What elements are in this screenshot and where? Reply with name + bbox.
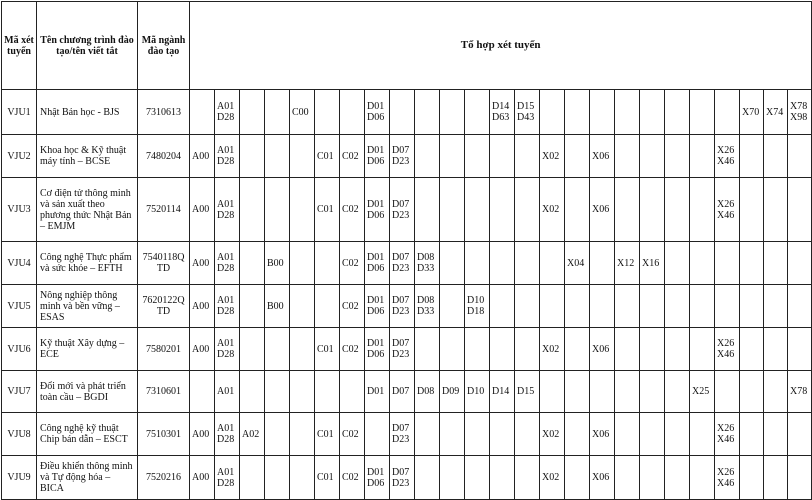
combination-cell: [315, 90, 340, 135]
table-row: [2, 285, 812, 328]
combination-cell: D09: [440, 371, 465, 413]
combination-cell: [640, 285, 665, 328]
program-name-cell: Đổi mới và phát triển toàn cầu – BGDI: [37, 371, 138, 413]
combination-cell: [665, 285, 690, 328]
combination-cell: D10: [465, 371, 490, 413]
combination-cell: D07 D23: [390, 135, 415, 178]
combination-cell: D07 D23: [390, 285, 415, 328]
combination-cell: [540, 242, 565, 285]
program-name-cell: Kỹ thuật Xây dựng – ECE: [37, 328, 138, 371]
combination-cell: [440, 285, 465, 328]
combination-cell: [788, 285, 812, 328]
combination-cell: [764, 285, 788, 328]
combination-cell: [315, 285, 340, 328]
combination-cell: [640, 90, 665, 135]
combination-cell: [565, 371, 590, 413]
combination-cell: [490, 178, 515, 242]
combination-cell: [615, 371, 640, 413]
program-name-cell: Cơ điện tử thông minh và sản xuất theo phương thức Nhật Bản – EMJM: [37, 178, 138, 242]
program-code-cell: VJU5: [2, 285, 37, 328]
combination-cell: D07 D23: [390, 413, 415, 456]
combination-cell: [665, 413, 690, 456]
combination-cell: [490, 456, 515, 500]
combination-cell: [690, 285, 715, 328]
combination-cell: [340, 371, 365, 413]
combination-cell: X02: [540, 135, 565, 178]
combination-cell: A01: [215, 371, 240, 413]
combination-cell: [240, 328, 265, 371]
combination-cell: X02: [540, 413, 565, 456]
table-row: [2, 371, 812, 413]
combination-cell: X74: [764, 90, 788, 135]
combination-cell: A01 D28: [215, 135, 240, 178]
program-code-cell: VJU2: [2, 135, 37, 178]
combination-cell: [265, 328, 290, 371]
combination-cell: [640, 371, 665, 413]
combination-cell: [440, 328, 465, 371]
combination-cell: [440, 178, 465, 242]
combination-cell: [290, 135, 315, 178]
combination-cell: [490, 413, 515, 456]
table-row: [2, 413, 812, 456]
combination-cell: D14: [490, 371, 515, 413]
combination-cell: [190, 371, 215, 413]
combination-cell: X06: [590, 178, 615, 242]
combination-cell: [290, 178, 315, 242]
combination-cell: A01 D28: [215, 242, 240, 285]
combination-cell: D01 D06: [365, 328, 390, 371]
combination-cell: [740, 242, 764, 285]
combination-cell: [290, 328, 315, 371]
combination-cell: D15: [515, 371, 540, 413]
combination-cell: [740, 328, 764, 371]
combination-cell: [788, 135, 812, 178]
combination-cell: [440, 456, 465, 500]
combination-cell: X06: [590, 328, 615, 371]
combination-cell: [315, 371, 340, 413]
combination-cell: [715, 371, 740, 413]
combination-cell: [715, 285, 740, 328]
program-name-cell: Điều khiển thông minh và Tự động hóa – BICA: [37, 456, 138, 500]
combination-cell: [565, 90, 590, 135]
combination-cell: [690, 135, 715, 178]
combination-cell: [665, 328, 690, 371]
combination-cell: [240, 135, 265, 178]
combination-cell: [465, 135, 490, 178]
combination-cell: X02: [540, 328, 565, 371]
combination-cell: [788, 178, 812, 242]
combination-cell: [190, 90, 215, 135]
combination-cell: [540, 90, 565, 135]
combination-cell: [740, 178, 764, 242]
combination-cell: D01 D06: [365, 242, 390, 285]
combination-cell: [240, 242, 265, 285]
major-code-cell: 7510301: [138, 413, 190, 456]
combination-cell: [615, 135, 640, 178]
combination-cell: A00: [190, 456, 215, 500]
combination-cell: [415, 90, 440, 135]
combination-cell: D01 D06: [365, 178, 390, 242]
table-row: [2, 90, 812, 135]
combination-cell: [240, 456, 265, 500]
combination-cell: [615, 178, 640, 242]
combination-cell: A00: [190, 285, 215, 328]
combination-cell: [290, 285, 315, 328]
combination-cell: [690, 178, 715, 242]
combination-cell: D07 D23: [390, 456, 415, 500]
combination-cell: [565, 456, 590, 500]
table-row: [2, 135, 812, 178]
program-name-cell: Công nghệ Thực phẩm và sức khỏe – EFTH: [37, 242, 138, 285]
combination-cell: [415, 178, 440, 242]
combination-cell: [240, 371, 265, 413]
combination-cell: C01: [315, 135, 340, 178]
combination-cell: [365, 413, 390, 456]
program-code-cell: VJU8: [2, 413, 37, 456]
combination-cell: C02: [340, 242, 365, 285]
combination-cell: [540, 285, 565, 328]
combination-cell: [465, 328, 490, 371]
program-name-cell: Nhật Bản học - BJS: [37, 90, 138, 135]
combination-cell: [515, 285, 540, 328]
combination-cell: [764, 242, 788, 285]
program-code-cell: VJU3: [2, 178, 37, 242]
combination-cell: C02: [340, 285, 365, 328]
combination-cell: D07: [390, 371, 415, 413]
combination-cell: [640, 413, 665, 456]
combination-cell: [640, 328, 665, 371]
combination-cell: X16: [640, 242, 665, 285]
combination-cell: [590, 285, 615, 328]
combination-cell: A01 D28: [215, 285, 240, 328]
combination-cell: [764, 135, 788, 178]
combination-cell: [265, 413, 290, 456]
combination-cell: [465, 413, 490, 456]
combination-cell: X25: [690, 371, 715, 413]
combination-cell: [390, 90, 415, 135]
combination-cell: [715, 242, 740, 285]
table-row: [2, 328, 812, 371]
combination-cell: [640, 135, 665, 178]
combination-cell: [788, 328, 812, 371]
combination-cell: B00: [265, 242, 290, 285]
table-body: [2, 90, 812, 500]
combination-cell: [490, 135, 515, 178]
major-code-cell: 7310613: [138, 90, 190, 135]
combination-cell: [740, 135, 764, 178]
combination-cell: [764, 413, 788, 456]
combination-cell: [590, 242, 615, 285]
header-ma-xet-tuyen: Mã xét tuyển: [2, 2, 37, 90]
combination-cell: X06: [590, 135, 615, 178]
combination-cell: A00: [190, 328, 215, 371]
combination-cell: X26 X46: [715, 328, 740, 371]
combination-cell: X02: [540, 456, 565, 500]
combination-cell: [640, 456, 665, 500]
combination-cell: C01: [315, 413, 340, 456]
combination-cell: [565, 413, 590, 456]
combination-cell: [764, 178, 788, 242]
combination-cell: [515, 413, 540, 456]
combination-cell: X12: [615, 242, 640, 285]
program-code-cell: VJU1: [2, 90, 37, 135]
combination-cell: [740, 371, 764, 413]
combination-cell: C00: [290, 90, 315, 135]
combination-cell: D01 D06: [365, 285, 390, 328]
combination-cell: [415, 413, 440, 456]
combination-cell: C01: [315, 178, 340, 242]
combination-cell: D08: [415, 371, 440, 413]
combination-cell: X06: [590, 413, 615, 456]
combination-cell: [265, 178, 290, 242]
combination-cell: [764, 456, 788, 500]
combination-cell: [415, 328, 440, 371]
combination-cell: [690, 242, 715, 285]
combination-cell: C01: [315, 328, 340, 371]
combination-cell: X70: [740, 90, 764, 135]
combination-cell: [440, 90, 465, 135]
combination-cell: [240, 285, 265, 328]
combination-cell: A01 D28: [215, 413, 240, 456]
combination-cell: A00: [190, 413, 215, 456]
program-name-cell: Nông nghiệp thông minh và bền vững – ESAS: [37, 285, 138, 328]
combination-cell: [240, 90, 265, 135]
combination-cell: [290, 456, 315, 500]
major-code-cell: 7580201: [138, 328, 190, 371]
combination-cell: [415, 135, 440, 178]
combination-cell: A01 D28: [215, 456, 240, 500]
combination-cell: [615, 413, 640, 456]
combination-cell: [565, 178, 590, 242]
combination-cell: [590, 90, 615, 135]
combination-cell: D01 D06: [365, 135, 390, 178]
combination-cell: [665, 135, 690, 178]
combination-cell: D08 D33: [415, 242, 440, 285]
combination-cell: A00: [190, 135, 215, 178]
major-code-cell: 7620122Q TD: [138, 285, 190, 328]
combination-cell: [690, 328, 715, 371]
combination-cell: [265, 371, 290, 413]
combination-cell: A02: [240, 413, 265, 456]
combination-cell: A01 D28: [215, 90, 240, 135]
combination-cell: [515, 135, 540, 178]
combination-cell: [640, 178, 665, 242]
combination-cell: D01 D06: [365, 90, 390, 135]
combination-cell: [665, 371, 690, 413]
combination-cell: A01 D28: [215, 178, 240, 242]
combination-cell: D07 D23: [390, 328, 415, 371]
combination-cell: X06: [590, 456, 615, 500]
program-code-cell: VJU4: [2, 242, 37, 285]
combination-cell: D08 D33: [415, 285, 440, 328]
table-row: [2, 242, 812, 285]
combination-cell: [565, 285, 590, 328]
admission-table: [1, 1, 812, 500]
combination-cell: X02: [540, 178, 565, 242]
combination-cell: D14 D63: [490, 90, 515, 135]
combination-cell: A00: [190, 178, 215, 242]
combination-cell: [290, 413, 315, 456]
combination-cell: [265, 90, 290, 135]
major-code-cell: 7520216: [138, 456, 190, 500]
combination-cell: [565, 328, 590, 371]
combination-cell: X78: [788, 371, 812, 413]
combination-cell: [290, 242, 315, 285]
combination-cell: [340, 90, 365, 135]
combination-cell: [465, 178, 490, 242]
combination-cell: [788, 456, 812, 500]
program-code-cell: VJU6: [2, 328, 37, 371]
combination-cell: [565, 135, 590, 178]
combination-cell: [665, 456, 690, 500]
combination-cell: [490, 242, 515, 285]
combination-cell: [615, 456, 640, 500]
combination-cell: [440, 413, 465, 456]
combination-cell: D01 D06: [365, 456, 390, 500]
program-name-cell: Khoa học & Kỹ thuật máy tính – BCSE: [37, 135, 138, 178]
header-ten-chuong-trinh: Tên chương trình đào tạo/tên viết tắt: [37, 2, 138, 90]
combination-cell: [715, 90, 740, 135]
combination-cell: [465, 90, 490, 135]
combination-cell: [315, 242, 340, 285]
combination-cell: B00: [265, 285, 290, 328]
combination-cell: [440, 242, 465, 285]
combination-cell: X78 X98: [788, 90, 812, 135]
combination-cell: C02: [340, 328, 365, 371]
combination-cell: [490, 328, 515, 371]
combination-cell: [540, 371, 565, 413]
combination-cell: [265, 135, 290, 178]
combination-cell: [788, 413, 812, 456]
combination-cell: [590, 371, 615, 413]
combination-cell: C01: [315, 456, 340, 500]
combination-cell: [740, 285, 764, 328]
program-code-cell: VJU7: [2, 371, 37, 413]
combination-cell: [615, 285, 640, 328]
major-code-cell: 7540118Q TD: [138, 242, 190, 285]
combination-cell: [515, 328, 540, 371]
combination-cell: [465, 242, 490, 285]
combination-cell: [764, 328, 788, 371]
major-code-cell: 7520114: [138, 178, 190, 242]
combination-cell: C02: [340, 413, 365, 456]
header-to-hop: Tổ hợp xét tuyển: [190, 2, 812, 90]
combination-cell: [490, 285, 515, 328]
combination-cell: [764, 371, 788, 413]
combination-cell: [740, 456, 764, 500]
combination-cell: [265, 456, 290, 500]
combination-cell: [690, 90, 715, 135]
combination-cell: [615, 328, 640, 371]
combination-cell: D10 D18: [465, 285, 490, 328]
combination-cell: A00: [190, 242, 215, 285]
combination-cell: [740, 413, 764, 456]
combination-cell: X26 X46: [715, 178, 740, 242]
combination-cell: [690, 413, 715, 456]
combination-cell: [788, 242, 812, 285]
header-ma-nganh: Mã ngành đào tạo: [138, 2, 190, 90]
combination-cell: [665, 178, 690, 242]
header-row: [2, 2, 812, 90]
combination-cell: [440, 135, 465, 178]
combination-cell: [515, 242, 540, 285]
major-code-cell: 7480204: [138, 135, 190, 178]
combination-cell: X26 X46: [715, 413, 740, 456]
combination-cell: D07 D23: [390, 242, 415, 285]
combination-cell: [665, 90, 690, 135]
program-code-cell: VJU9: [2, 456, 37, 500]
combination-cell: X26 X46: [715, 456, 740, 500]
table-row: [2, 178, 812, 242]
program-name-cell: Công nghệ kỹ thuật Chip bán dẫn – ESCT: [37, 413, 138, 456]
combination-cell: X04: [565, 242, 590, 285]
combination-cell: C02: [340, 178, 365, 242]
table-row: [2, 456, 812, 500]
combination-cell: [665, 242, 690, 285]
combination-cell: D01: [365, 371, 390, 413]
combination-cell: D15 D43: [515, 90, 540, 135]
combination-cell: [465, 456, 490, 500]
combination-cell: X26 X46: [715, 135, 740, 178]
combination-cell: [415, 456, 440, 500]
combination-cell: [290, 371, 315, 413]
combination-cell: [690, 456, 715, 500]
combination-cell: [515, 178, 540, 242]
combination-cell: C02: [340, 135, 365, 178]
major-code-cell: 7310601: [138, 371, 190, 413]
combination-cell: [515, 456, 540, 500]
combination-cell: D07 D23: [390, 178, 415, 242]
combination-cell: C02: [340, 456, 365, 500]
combination-cell: [240, 178, 265, 242]
combination-cell: A01 D28: [215, 328, 240, 371]
combination-cell: [615, 90, 640, 135]
